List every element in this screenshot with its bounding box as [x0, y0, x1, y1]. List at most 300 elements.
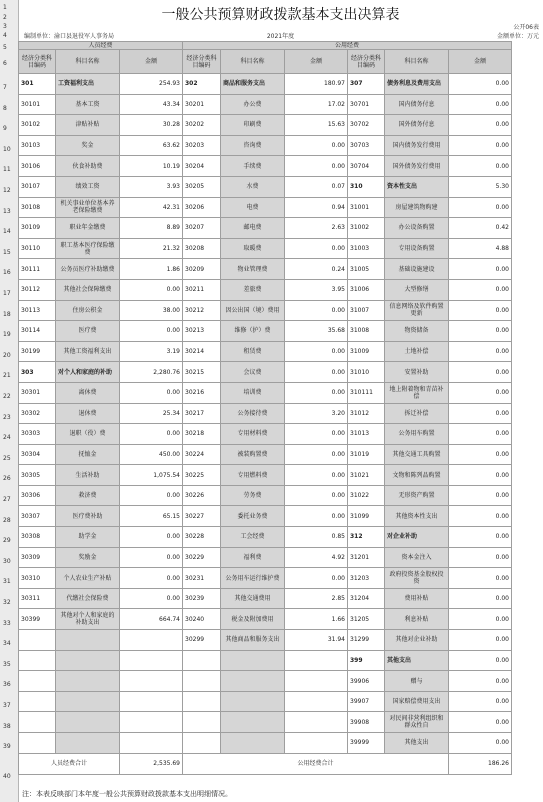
code-cell: 310111: [348, 382, 385, 403]
name-cell: [56, 671, 120, 692]
code-cell: 31204: [348, 588, 385, 609]
table-row: [19, 588, 512, 609]
code-cell: 30701: [348, 94, 385, 115]
table-row: [19, 74, 512, 95]
row-number: 17: [3, 290, 11, 297]
row-number: 2: [3, 14, 7, 21]
table-row: [19, 568, 512, 589]
amount-cell: 5.30: [449, 176, 512, 197]
row-number: 28: [3, 516, 11, 524]
row-number: 10: [3, 145, 11, 153]
code-cell: 30107: [19, 176, 56, 197]
name-cell: 会议费: [221, 362, 285, 383]
name-cell: 对企业补助: [385, 527, 449, 548]
code-cell: 31012: [348, 403, 385, 424]
name-cell: 水费: [221, 176, 285, 197]
code-cell: 31001: [348, 197, 385, 218]
amount-cell: 0.00: [449, 527, 512, 548]
code-cell: [19, 691, 56, 712]
name-cell: 租赁费: [221, 341, 285, 362]
name-cell: 税金及附加费用: [221, 609, 285, 630]
amount-cell: 0.00: [120, 588, 183, 609]
amount-cell: 0.00: [449, 691, 512, 712]
code-cell: 302: [183, 74, 221, 95]
name-cell: 国内债务付息: [385, 94, 449, 115]
year-label: 2021年度: [266, 33, 295, 40]
code-cell: 30301: [19, 382, 56, 403]
amount-cell: 0.24: [285, 259, 348, 280]
code-cell: 31019: [348, 444, 385, 465]
amount-cell: [120, 691, 183, 712]
amount-cell: 450.00: [120, 444, 183, 465]
name-cell: 其他交通费用: [221, 588, 285, 609]
name-cell: 邮电费: [221, 218, 285, 239]
name-cell: 房屋建筑物购建: [385, 197, 449, 218]
name-cell: 其他对个人和家庭的补助支出: [56, 609, 120, 630]
name-cell: 离休费: [56, 382, 120, 403]
header-code: 经济分类科目编码: [348, 50, 385, 74]
table-row: [19, 382, 512, 403]
name-cell: 国外债务发行费用: [385, 156, 449, 177]
code-cell: 30214: [183, 341, 221, 362]
amount-cell: 3.95: [285, 279, 348, 300]
code-cell: 31010: [348, 362, 385, 383]
code-cell: 31299: [348, 630, 385, 651]
amount-cell: [285, 733, 348, 754]
name-cell: 抚恤金: [56, 444, 120, 465]
code-cell: 30216: [183, 382, 221, 403]
amount-cell: 0.00: [285, 424, 348, 445]
code-cell: 30113: [19, 300, 56, 321]
code-cell: 39906: [348, 671, 385, 692]
code-cell: 301: [19, 74, 56, 95]
amount-cell: 0.00: [285, 238, 348, 259]
expenditure-table: [18, 41, 512, 775]
code-cell: 30302: [19, 403, 56, 424]
code-cell: 30306: [19, 485, 56, 506]
code-cell: 30240: [183, 609, 221, 630]
name-cell: 职工基本医疗保险缴费: [56, 238, 120, 259]
code-cell: [183, 650, 221, 671]
code-cell: 30103: [19, 135, 56, 156]
amount-cell: 3.93: [120, 176, 183, 197]
name-cell: [56, 712, 120, 733]
code-cell: 30199: [19, 341, 56, 362]
name-cell: 咨询费: [221, 135, 285, 156]
row-number: 15: [3, 248, 11, 256]
code-cell: 30303: [19, 424, 56, 445]
personnel-total-value: 2,535.69: [120, 753, 183, 774]
code-cell: 31021: [348, 465, 385, 486]
table-row: [19, 238, 512, 259]
name-cell: 其他支出: [385, 650, 449, 671]
name-cell: 手续费: [221, 156, 285, 177]
code-cell: 310: [348, 176, 385, 197]
table-row: [19, 547, 512, 568]
code-cell: 31008: [348, 321, 385, 342]
row-number: 4: [3, 32, 7, 39]
name-cell: 工资福利支出: [56, 74, 120, 95]
code-cell: [19, 650, 56, 671]
code-cell: 30101: [19, 94, 56, 115]
header-amount: 金额: [449, 50, 512, 74]
name-cell: [56, 691, 120, 712]
table-row: [19, 424, 512, 445]
table-row: [19, 485, 512, 506]
name-cell: 其他社会保障缴费: [56, 279, 120, 300]
row-number: 23: [3, 413, 11, 421]
page-title: 一般公共预算财政拨款基本支出决算表: [161, 7, 400, 23]
row-number: 7: [3, 84, 7, 91]
amount-cell: 65.15: [120, 506, 183, 527]
row-number: 24: [3, 434, 11, 442]
amount-cell: 0.00: [449, 135, 512, 156]
row-number: 35: [3, 660, 11, 668]
amount-cell: 0.00: [120, 382, 183, 403]
code-cell: 30399: [19, 609, 56, 630]
code-cell: 31099: [348, 506, 385, 527]
name-cell: 专用材料费: [221, 424, 285, 445]
amount-cell: 0.00: [449, 74, 512, 95]
money-unit: 金额单位：万元: [496, 33, 539, 40]
row-number: 13: [3, 207, 11, 215]
code-cell: 30203: [183, 135, 221, 156]
amount-cell: 0.00: [285, 568, 348, 589]
code-cell: 30111: [19, 259, 56, 280]
row-number: 37: [3, 702, 11, 709]
amount-cell: 0.00: [449, 588, 512, 609]
code-cell: [19, 671, 56, 692]
table-row: [19, 609, 512, 630]
amount-cell: 0.00: [449, 279, 512, 300]
name-cell: 印刷费: [221, 115, 285, 136]
amount-cell: 0.00: [285, 382, 348, 403]
amount-cell: 0.00: [285, 506, 348, 527]
name-cell: [221, 691, 285, 712]
code-cell: 30106: [19, 156, 56, 177]
amount-cell: 2.63: [285, 218, 348, 239]
code-cell: 30204: [183, 156, 221, 177]
amount-cell: 0.00: [449, 403, 512, 424]
name-cell: 对民间非营利组织和群众性自: [385, 712, 449, 733]
amount-cell: 0.00: [449, 94, 512, 115]
row-number: 8: [3, 104, 7, 112]
amount-cell: 180.97: [285, 74, 348, 95]
amount-cell: 25.34: [120, 403, 183, 424]
row-number: 27: [3, 496, 11, 503]
table-row: [19, 218, 512, 239]
code-cell: 30218: [183, 424, 221, 445]
table-row: [19, 630, 512, 651]
name-cell: 无形资产购置: [385, 485, 449, 506]
code-cell: 30201: [183, 94, 221, 115]
name-cell: 劳务费: [221, 485, 285, 506]
name-cell: 工会经费: [221, 527, 285, 548]
name-cell: 信息网络及软件购置更新: [385, 300, 449, 321]
code-cell: 30227: [183, 506, 221, 527]
amount-cell: 0.42: [449, 218, 512, 239]
code-cell: [183, 691, 221, 712]
name-cell: 助学金: [56, 527, 120, 548]
amount-cell: [120, 712, 183, 733]
table-row: [19, 712, 512, 733]
name-cell: 因公出国（境）费用: [221, 300, 285, 321]
name-cell: 商品和服务支出: [221, 74, 285, 95]
code-cell: 30228: [183, 527, 221, 548]
header-name: 科目名称: [385, 50, 449, 74]
amount-cell: 2,280.76: [120, 362, 183, 383]
code-cell: 31022: [348, 485, 385, 506]
name-cell: [221, 671, 285, 692]
name-cell: 基础设施建设: [385, 259, 449, 280]
amount-cell: 664.74: [120, 609, 183, 630]
amount-cell: 0.00: [285, 362, 348, 383]
code-cell: 30310: [19, 568, 56, 589]
name-cell: 个人农业生产补贴: [56, 568, 120, 589]
code-cell: 30304: [19, 444, 56, 465]
amount-cell: 0.00: [449, 300, 512, 321]
unit-label: 编制单位：渝口县退役军人事务局: [24, 33, 115, 40]
table-row: [19, 341, 512, 362]
name-cell: 被装购置费: [221, 444, 285, 465]
code-cell: 30217: [183, 403, 221, 424]
row-number: 6: [3, 60, 7, 67]
code-cell: 31003: [348, 238, 385, 259]
amount-cell: 0.00: [449, 650, 512, 671]
code-cell: 30239: [183, 588, 221, 609]
code-cell: 31013: [348, 424, 385, 445]
amount-cell: 0.00: [285, 444, 348, 465]
name-cell: 机关事业单位基本养老保险缴费: [56, 197, 120, 218]
table-row: [19, 279, 512, 300]
table-row: [19, 197, 512, 218]
amount-cell: 0.00: [285, 135, 348, 156]
code-cell: 31203: [348, 568, 385, 589]
name-cell: 生活补助: [56, 465, 120, 486]
amount-cell: 38.00: [120, 300, 183, 321]
amount-cell: 0.00: [120, 321, 183, 342]
table-row: [19, 135, 512, 156]
form-number: 公开06表: [513, 24, 539, 31]
row-number: 33: [3, 619, 11, 627]
code-cell: [183, 712, 221, 733]
table-row: [19, 691, 512, 712]
header-name: 科目名称: [221, 50, 285, 74]
amount-cell: 15.63: [285, 115, 348, 136]
name-cell: 住房公积金: [56, 300, 120, 321]
amount-cell: 0.00: [449, 485, 512, 506]
name-cell: 大型修缮: [385, 279, 449, 300]
amount-cell: 1.86: [120, 259, 183, 280]
name-cell: 专用燃料费: [221, 465, 285, 486]
row-number: 30: [3, 557, 11, 565]
name-cell: 公务员医疗补助缴费: [56, 259, 120, 280]
amount-cell: 43.34: [120, 94, 183, 115]
name-cell: 其他商品和服务支出: [221, 630, 285, 651]
table-row: [19, 444, 512, 465]
name-cell: 地上附着物和青苗补偿: [385, 382, 449, 403]
code-cell: 30703: [348, 135, 385, 156]
name-cell: [56, 650, 120, 671]
row-number: 21: [3, 372, 11, 380]
row-number: 22: [3, 393, 11, 400]
table-row: [19, 650, 512, 671]
name-cell: 文物和陈列品购置: [385, 465, 449, 486]
name-cell: [221, 733, 285, 754]
name-cell: 费用补贴: [385, 588, 449, 609]
code-cell: 30202: [183, 115, 221, 136]
code-cell: 30110: [19, 238, 56, 259]
code-cell: 30224: [183, 444, 221, 465]
table-row: [19, 321, 512, 342]
amount-cell: 10.19: [120, 156, 183, 177]
name-cell: 其他对企业补助: [385, 630, 449, 651]
code-cell: 303: [19, 362, 56, 383]
code-cell: 30311: [19, 588, 56, 609]
code-cell: 30702: [348, 115, 385, 136]
name-cell: 取暖费: [221, 238, 285, 259]
amount-cell: 0.00: [449, 341, 512, 362]
table-row: [19, 527, 512, 548]
code-cell: [19, 733, 56, 754]
row-number: 25: [3, 454, 11, 462]
row-number: 12: [3, 187, 11, 194]
table-row: [19, 403, 512, 424]
row-number: 31: [3, 578, 11, 586]
amount-cell: 0.00: [449, 156, 512, 177]
row-number: 34: [3, 640, 11, 648]
name-cell: 基本工资: [56, 94, 120, 115]
amount-cell: 0.07: [285, 176, 348, 197]
amount-cell: 3.19: [120, 341, 183, 362]
name-cell: 职业年金缴费: [56, 218, 120, 239]
header-name: 科目名称: [56, 50, 120, 74]
code-cell: 30109: [19, 218, 56, 239]
amount-cell: 4.92: [285, 547, 348, 568]
amount-cell: 0.00: [285, 465, 348, 486]
code-cell: 30229: [183, 547, 221, 568]
amount-cell: 0.00: [449, 712, 512, 733]
amount-cell: 0.00: [285, 156, 348, 177]
header-code: 经济分类科目编码: [19, 50, 56, 74]
amount-cell: [120, 671, 183, 692]
table-row: [19, 506, 512, 527]
name-cell: 国内债务发行费用: [385, 135, 449, 156]
code-cell: 312: [348, 527, 385, 548]
amount-cell: 0.00: [449, 197, 512, 218]
name-cell: 其他交通工具购置: [385, 444, 449, 465]
amount-cell: 0.00: [449, 444, 512, 465]
amount-cell: 17.02: [285, 94, 348, 115]
table-row: [19, 115, 512, 136]
name-cell: 其他资本性支出: [385, 506, 449, 527]
table-row: [19, 465, 512, 486]
public-total-value: 186.26: [449, 753, 512, 774]
code-cell: 31002: [348, 218, 385, 239]
code-cell: 307: [348, 74, 385, 95]
table-row: [19, 362, 512, 383]
row-number: 38: [3, 722, 11, 730]
code-cell: 31006: [348, 279, 385, 300]
code-cell: 39999: [348, 733, 385, 754]
code-cell: 30215: [183, 362, 221, 383]
amount-cell: [285, 712, 348, 733]
code-cell: 30205: [183, 176, 221, 197]
code-cell: 31005: [348, 259, 385, 280]
name-cell: 公务接待费: [221, 403, 285, 424]
name-cell: 退休费: [56, 403, 120, 424]
row-number: 19: [3, 331, 11, 339]
code-cell: 30209: [183, 259, 221, 280]
name-cell: 办公设备购置: [385, 218, 449, 239]
row-number: 40: [3, 773, 11, 780]
row-number: 39: [3, 743, 11, 751]
name-cell: 国家赔偿费用支出: [385, 691, 449, 712]
amount-cell: 2.85: [285, 588, 348, 609]
amount-cell: 0.00: [120, 424, 183, 445]
name-cell: 代缴社会保险费: [56, 588, 120, 609]
table-row: [19, 259, 512, 280]
code-cell: 30299: [183, 630, 221, 651]
row-number: 5: [3, 44, 7, 51]
code-cell: 30309: [19, 547, 56, 568]
name-cell: 其他支出: [385, 733, 449, 754]
amount-cell: 0.00: [120, 547, 183, 568]
code-cell: 30307: [19, 506, 56, 527]
name-cell: 奖励金: [56, 547, 120, 568]
name-cell: 债务利息及费用支出: [385, 74, 449, 95]
name-cell: 专用设备购置: [385, 238, 449, 259]
row-number: 14: [3, 228, 11, 236]
name-cell: 对个人和家庭的补助: [56, 362, 120, 383]
section-public: 公用经费: [183, 42, 512, 50]
code-cell: 39907: [348, 691, 385, 712]
name-cell: 办公费: [221, 94, 285, 115]
amount-cell: 0.00: [449, 362, 512, 383]
amount-cell: [285, 650, 348, 671]
row-number: 20: [3, 351, 11, 359]
code-cell: 399: [348, 650, 385, 671]
code-cell: 30114: [19, 321, 56, 342]
amount-cell: 0.00: [449, 321, 512, 342]
section-personnel: 人员经费: [19, 42, 183, 50]
amount-cell: 1,075.54: [120, 465, 183, 486]
code-cell: [183, 733, 221, 754]
table-row: [19, 94, 512, 115]
name-cell: 公务用车运行维护费: [221, 568, 285, 589]
amount-cell: 0.00: [120, 527, 183, 548]
header-code: 经济分类科目编码: [183, 50, 221, 74]
row-number: 18: [3, 310, 11, 318]
name-cell: [56, 733, 120, 754]
name-cell: 差旅费: [221, 279, 285, 300]
code-cell: [183, 671, 221, 692]
name-cell: 委托业务费: [221, 506, 285, 527]
code-cell: 30305: [19, 465, 56, 486]
name-cell: 培训费: [221, 382, 285, 403]
row-number: 36: [3, 681, 11, 689]
amount-cell: 0.00: [120, 568, 183, 589]
amount-cell: 254.93: [120, 74, 183, 95]
name-cell: 伙食补助费: [56, 156, 120, 177]
amount-cell: 0.00: [449, 609, 512, 630]
row-number: 11: [3, 166, 11, 174]
amount-cell: 0.00: [449, 259, 512, 280]
code-cell: 30213: [183, 321, 221, 342]
code-cell: 30308: [19, 527, 56, 548]
name-cell: 电费: [221, 197, 285, 218]
code-cell: 31201: [348, 547, 385, 568]
